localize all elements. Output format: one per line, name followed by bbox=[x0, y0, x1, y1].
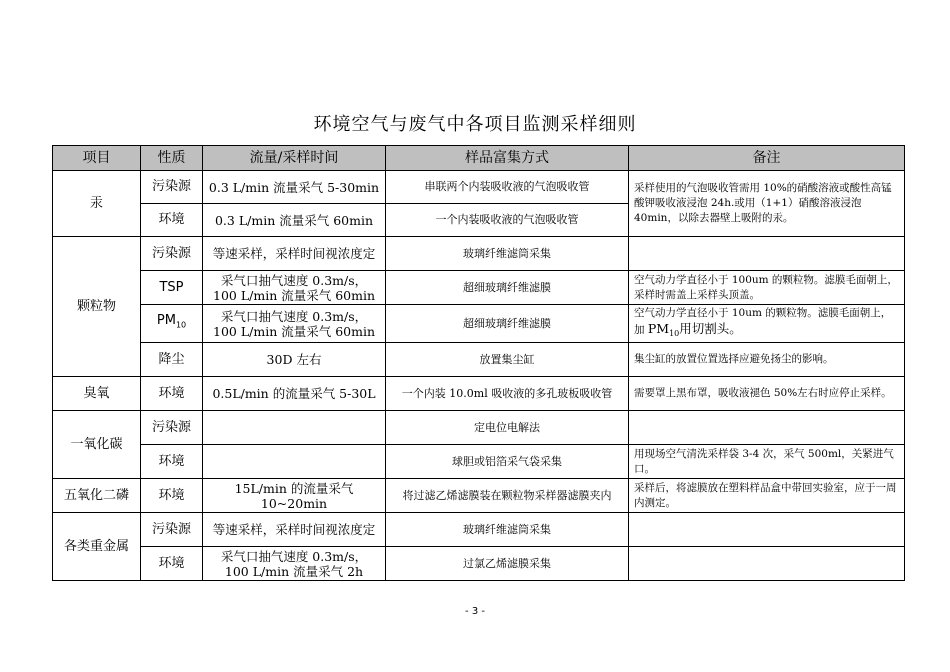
method-cell: 超细玻璃纤维滤膜 bbox=[386, 271, 629, 305]
item-cell: 颗粒物 bbox=[53, 237, 141, 377]
pm-subscript: 10 bbox=[175, 320, 187, 330]
table-row bbox=[53, 171, 905, 204]
nature-cell bbox=[141, 305, 203, 343]
flow-cell: 30D 左右 bbox=[203, 343, 386, 377]
header-flow: 流量/采样时间 bbox=[203, 146, 386, 171]
table-row bbox=[53, 237, 905, 271]
flow-cell: 0.3 L/min 流量采气 60min bbox=[203, 204, 386, 237]
method-cell: 玻璃纤维滤筒采集 bbox=[386, 513, 629, 547]
table-row bbox=[53, 547, 905, 581]
note-pm: PM bbox=[647, 321, 670, 336]
note-pm-subscript: 10 bbox=[669, 329, 680, 339]
flow-line-1: 15L/min 的流量采气 bbox=[234, 480, 354, 496]
flow-cell: 0.3 L/min 流量采气 5-30min bbox=[203, 171, 386, 204]
header-item: 项目 bbox=[53, 146, 141, 171]
item-cell: 各类重金属 bbox=[53, 513, 141, 581]
method-cell: 球胆或铝箔采气袋采集 bbox=[386, 445, 629, 479]
document-title: 环境空气与废气中各项目监测采样细则 bbox=[313, 114, 637, 135]
flow-cell bbox=[203, 271, 386, 305]
note-cell bbox=[629, 305, 905, 343]
note-cell bbox=[629, 547, 905, 581]
table-row bbox=[53, 271, 905, 305]
flow-line-2: 100 L/min 流量采气 60min bbox=[213, 287, 375, 303]
nature-cell: 污染源 bbox=[141, 513, 203, 547]
flow-line-2: 10~20min bbox=[260, 495, 328, 511]
item-cell: 汞 bbox=[53, 171, 141, 237]
header-method: 样品富集方式 bbox=[386, 146, 629, 171]
nature-cell: TSP bbox=[141, 271, 203, 305]
item-cell: 一氧化碳 bbox=[53, 411, 141, 479]
table-row bbox=[53, 305, 905, 343]
table-row bbox=[53, 343, 905, 377]
table-row bbox=[53, 377, 905, 411]
note-part-1: 空气动力学直径小于 10um 的颗粒物。滤膜毛面朝上，加 bbox=[634, 307, 892, 336]
nature-cell: 环境 bbox=[141, 547, 203, 581]
flow-line-1: 采气口抽气速度 0.3m/s， bbox=[220, 272, 368, 288]
flow-cell: 等速采样，采样时间视浓度定 bbox=[203, 237, 386, 271]
item-cell: 五氧化二磷 bbox=[53, 479, 141, 513]
note-part-2: 用切割头。 bbox=[679, 321, 742, 336]
note-cell: 空气动力学直径小于 100um 的颗粒物。滤膜毛面朝上，采样时需盖上采样头顶盖。 bbox=[629, 271, 905, 305]
item-cell: 臭氧 bbox=[53, 377, 141, 411]
note-cell: 采样后，将滤膜放在塑料样品盒中带回实验室，应于一周内测定。 bbox=[629, 479, 905, 513]
flow-line-2: 100 L/min 流量采气 60min bbox=[213, 323, 375, 339]
method-cell: 过氯乙烯滤膜采集 bbox=[386, 547, 629, 581]
flow-cell: 0.5L/min 的流量采气 5-30L bbox=[203, 377, 386, 411]
nature-cell: 环境 bbox=[141, 377, 203, 411]
method-cell: 玻璃纤维滤筒采集 bbox=[386, 237, 629, 271]
header-note: 备注 bbox=[629, 146, 905, 171]
note-cell bbox=[629, 237, 905, 271]
nature-cell: 污染源 bbox=[141, 411, 203, 445]
note-cell: 需要罩上黑布罩，吸收液褪色 50%左右时应停止采样。 bbox=[629, 377, 905, 411]
flow-cell: 等速采样，采样时间视浓度定 bbox=[203, 513, 386, 547]
flow-cell bbox=[203, 445, 386, 479]
header-nature: 性质 bbox=[141, 146, 203, 171]
nature-cell: 污染源 bbox=[141, 171, 203, 204]
method-cell: 放置集尘缸 bbox=[386, 343, 629, 377]
note-cell: 用现场空气清洗采样袋 3-4 次，采气 500ml，关紧进气口。 bbox=[629, 445, 905, 479]
note-cell bbox=[629, 411, 905, 445]
table-row bbox=[53, 479, 905, 513]
method-cell: 超细玻璃纤维滤膜 bbox=[386, 305, 629, 343]
pm-label: PM bbox=[156, 313, 176, 329]
note-cell bbox=[629, 513, 905, 547]
flow-line-2: 100 L/min 流量采气 2h bbox=[224, 563, 364, 579]
note-cell: 集尘缸的放置位置选择应避免扬尘的影响。 bbox=[629, 343, 905, 377]
method-cell: 串联两个内装吸收液的气泡吸收管 bbox=[386, 171, 629, 204]
table-row bbox=[53, 445, 905, 479]
method-cell: 将过滤乙烯滤膜装在颗粒物采样器滤膜夹内 bbox=[386, 479, 629, 513]
nature-cell: 降尘 bbox=[141, 343, 203, 377]
method-cell: 一个内装吸收液的气泡吸收管 bbox=[386, 204, 629, 237]
flow-cell bbox=[203, 547, 386, 581]
nature-cell: 环境 bbox=[141, 445, 203, 479]
method-cell: 定电位电解法 bbox=[386, 411, 629, 445]
method-cell: 一个内装 10.0ml 吸收液的多孔玻板吸收管 bbox=[386, 377, 629, 411]
flow-line-1: 采气口抽气速度 0.3m/s， bbox=[220, 308, 368, 324]
page-number: - 3 - bbox=[465, 606, 485, 617]
note-cell: 采样使用的气泡吸收管需用 10%的硝酸溶液或酸性高锰酸钾吸收液浸泡 24h.或用（1+1）硝酸溶液浸泡 40min，以除去器壁上吸附的汞。 bbox=[629, 171, 905, 237]
nature-cell: 环境 bbox=[141, 204, 203, 237]
table-row bbox=[53, 513, 905, 547]
sampling-table bbox=[52, 145, 905, 581]
nature-cell: 环境 bbox=[141, 479, 203, 513]
nature-cell: 污染源 bbox=[141, 237, 203, 271]
flow-cell bbox=[203, 411, 386, 445]
table-row bbox=[53, 411, 905, 445]
table-header-row bbox=[53, 146, 905, 171]
flow-cell bbox=[203, 479, 386, 513]
flow-line-1: 采气口抽气速度 0.3m/s， bbox=[220, 548, 368, 564]
flow-cell bbox=[203, 305, 386, 343]
